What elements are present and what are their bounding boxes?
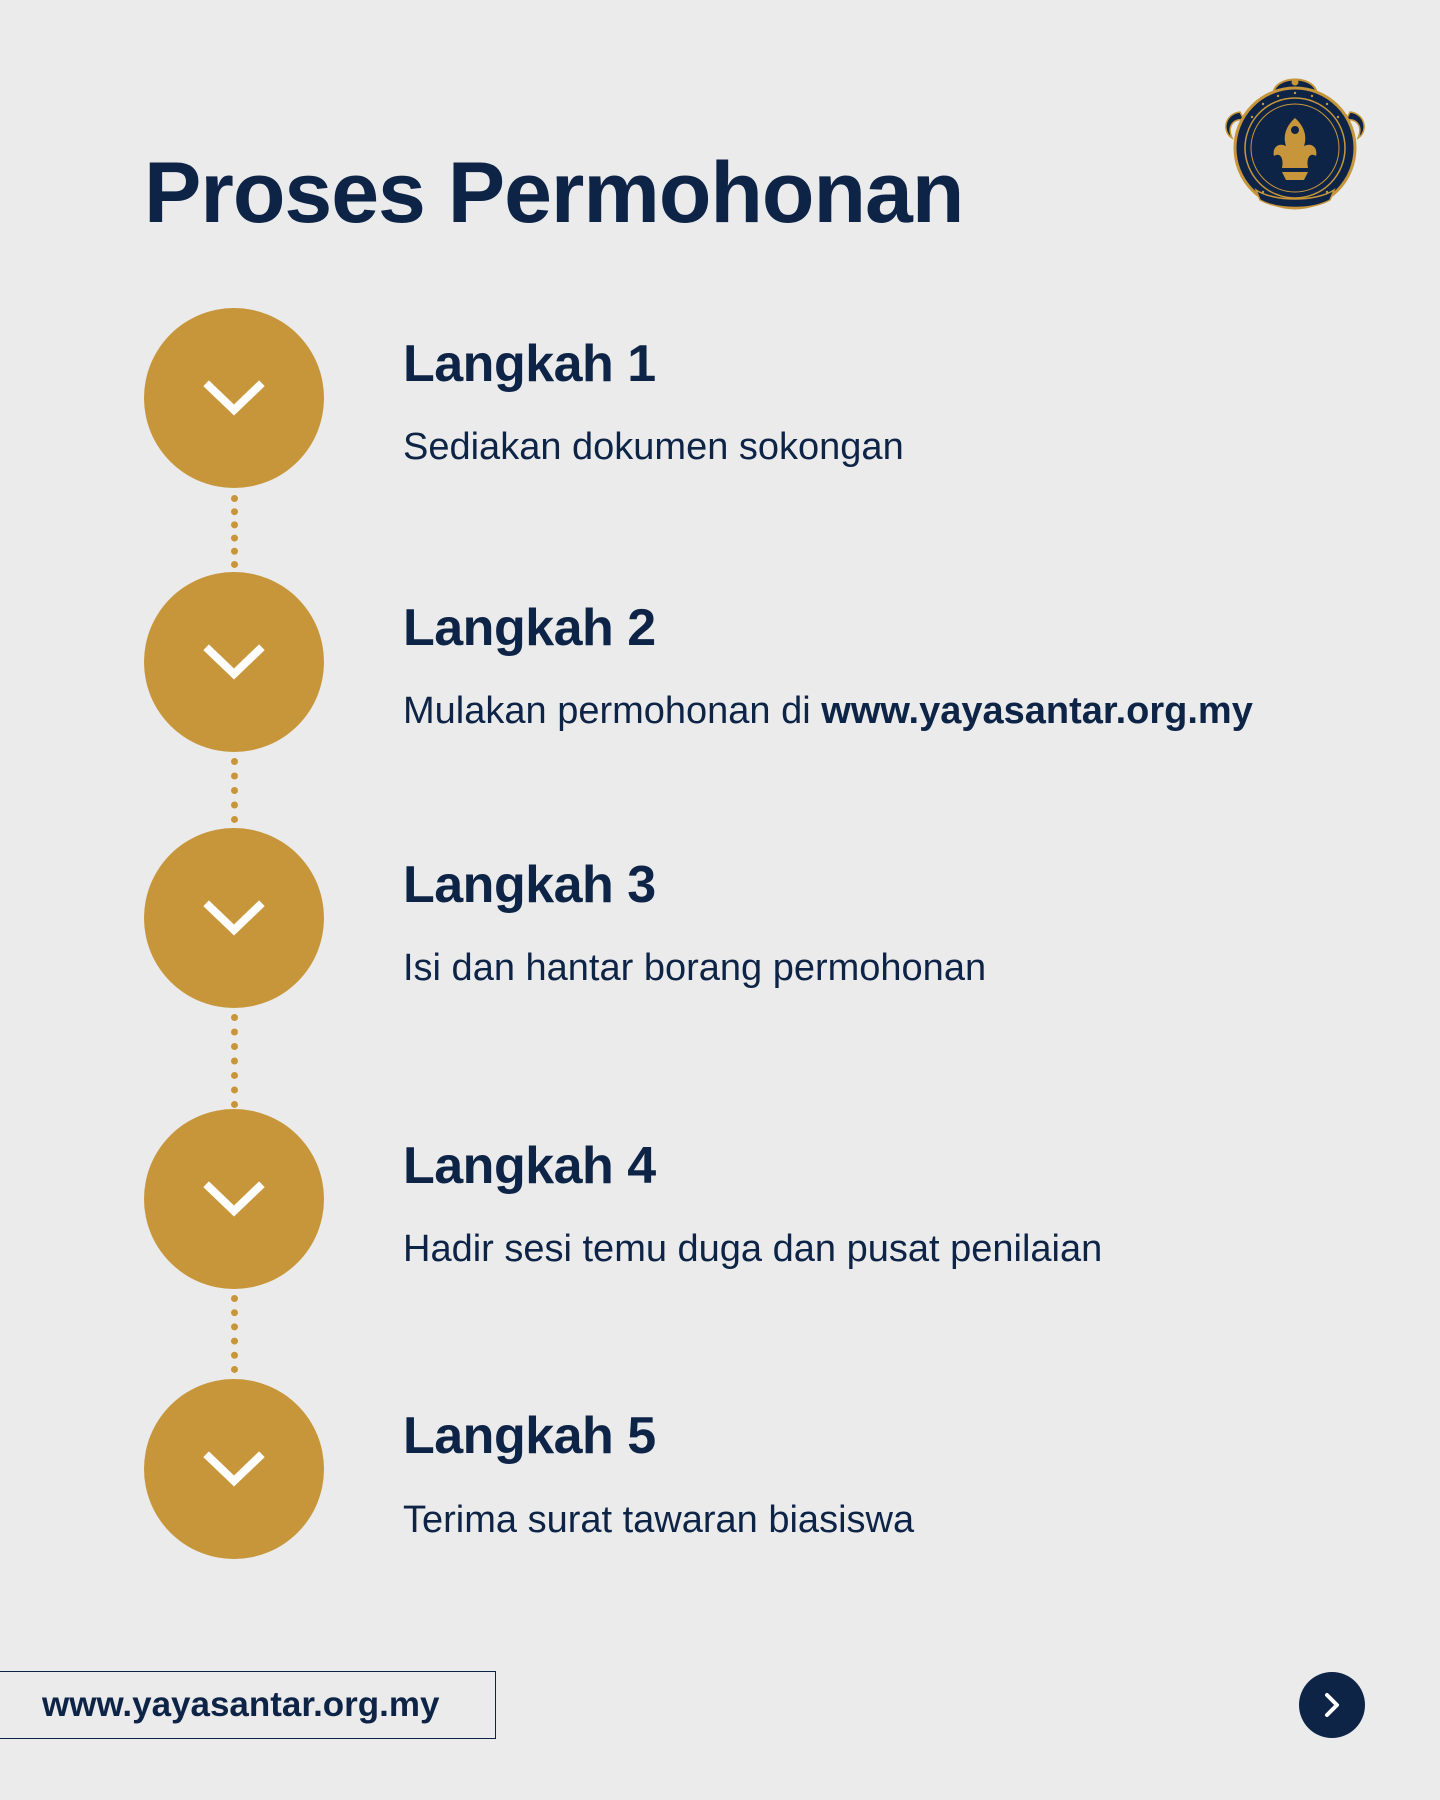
step-description: Hadir sesi temu duga dan pusat penilaian — [403, 1228, 1103, 1270]
step-circle — [144, 1379, 324, 1559]
step-circle — [144, 1109, 324, 1289]
chevron-down-icon — [203, 898, 265, 938]
step-description: Sediakan dokumen sokongan — [403, 426, 904, 468]
step-title: Langkah 5 — [403, 1407, 656, 1465]
step-connector — [231, 1014, 246, 1108]
step-description: Isi dan hantar borang permohonan — [403, 947, 987, 989]
chevron-right-icon — [1321, 1691, 1343, 1719]
step-title: Langkah 3 — [403, 856, 656, 914]
step-circle — [144, 828, 324, 1008]
step-description — [403, 692, 1253, 730]
step-circle — [144, 572, 324, 752]
footer-url[interactable]: www.yayasantar.org.my — [42, 1685, 440, 1724]
chevron-down-icon — [203, 642, 265, 682]
step-circle — [144, 308, 324, 488]
step-title: Langkah 4 — [403, 1137, 656, 1195]
chevron-down-icon — [203, 1179, 265, 1219]
step-description-text: Mulakan permohonan di — [403, 690, 822, 732]
website-link[interactable]: www.yayasantar.org.my — [821, 690, 1253, 732]
step-description: Terima surat tawaran biasiswa — [403, 1499, 915, 1541]
step-title: Langkah 1 — [403, 335, 656, 393]
page-title: Proses Permohonan — [144, 145, 964, 241]
step-connector — [231, 495, 246, 568]
chevron-down-icon — [203, 1449, 265, 1489]
step-title: Langkah 2 — [403, 599, 656, 657]
chevron-down-icon — [203, 378, 265, 418]
next-button[interactable] — [1299, 1672, 1365, 1738]
step-connector — [231, 758, 246, 823]
footer-url-box[interactable] — [0, 1671, 496, 1739]
step-connector — [231, 1295, 246, 1373]
